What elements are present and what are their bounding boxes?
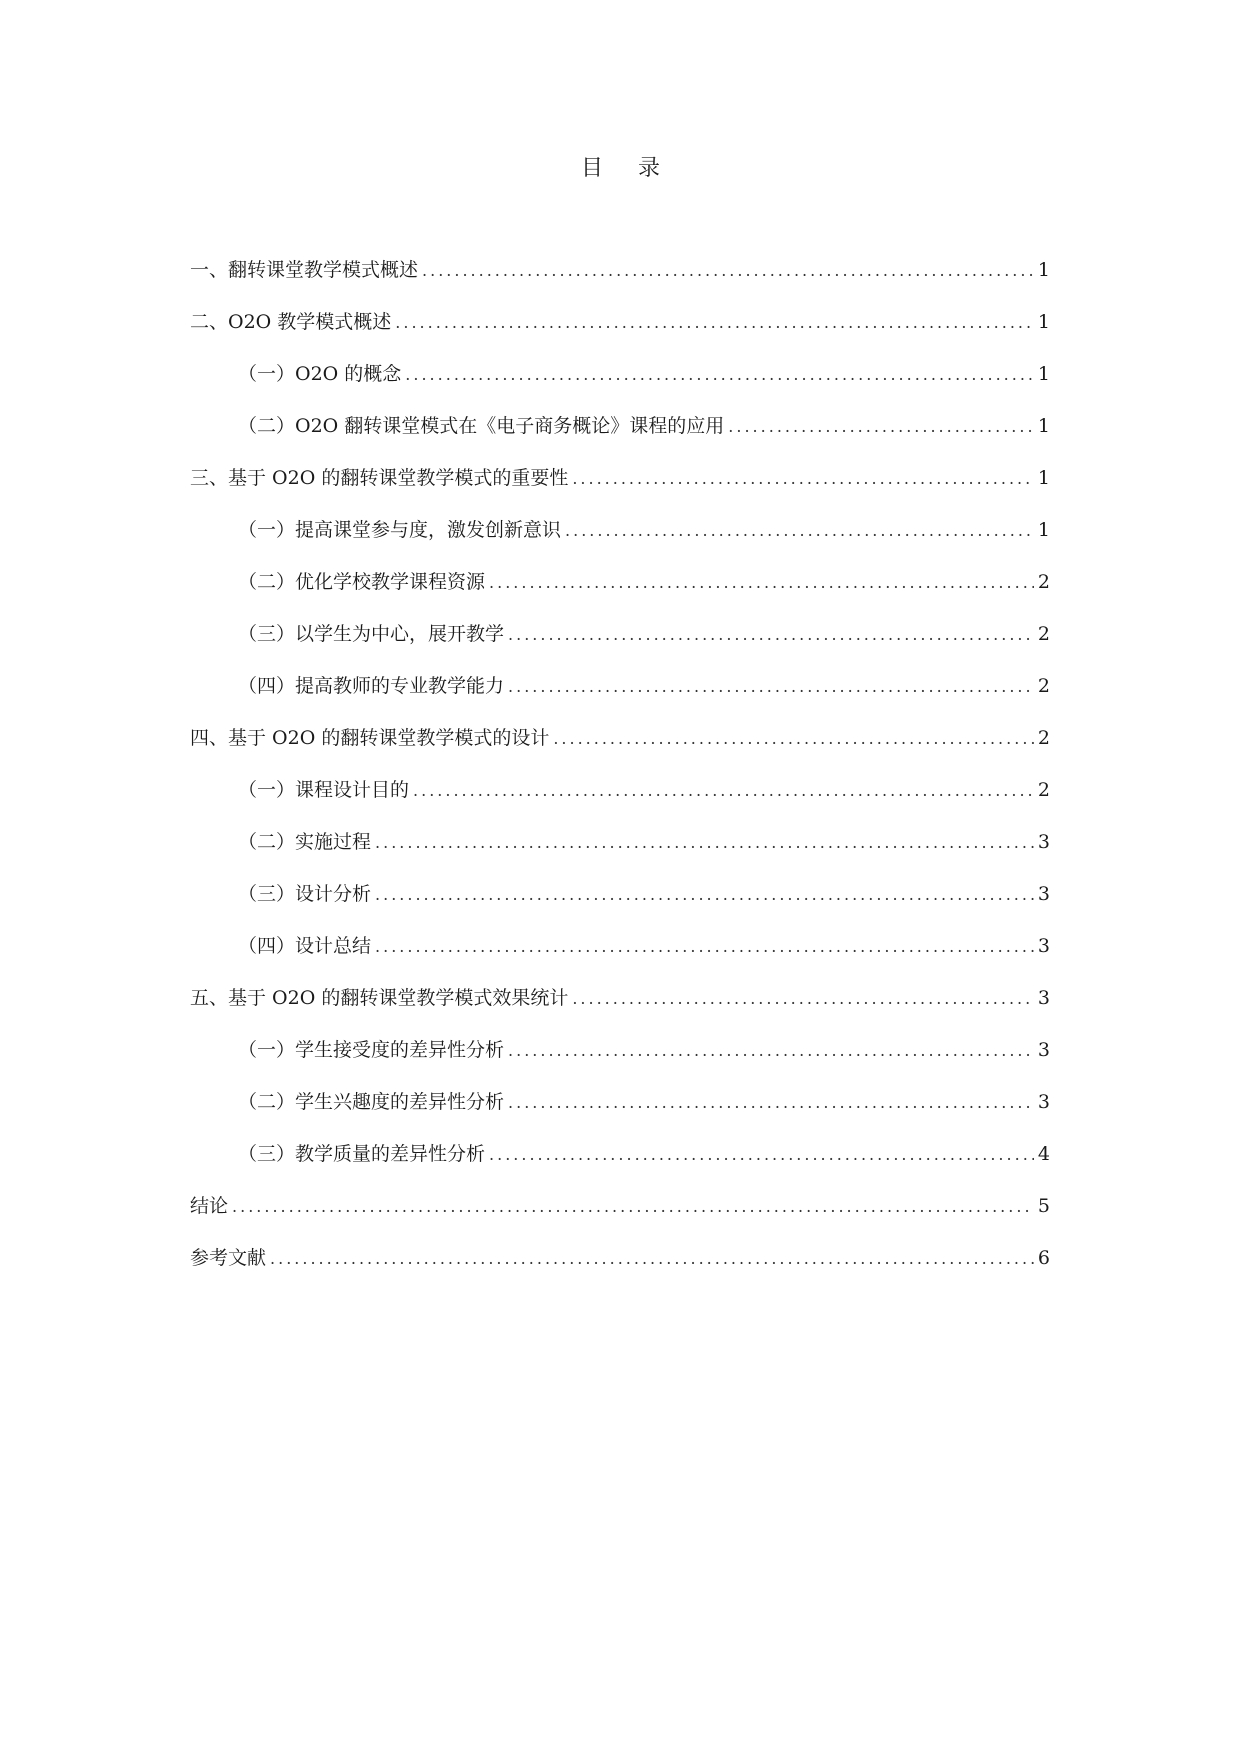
toc-entry-label: （一）提高课堂参与度，激发创新意识 xyxy=(238,519,562,541)
toc-entry[interactable] xyxy=(190,931,1050,983)
toc-entry-label: （四）设计总结 xyxy=(238,935,372,957)
toc-entry-page-number: 2 xyxy=(1037,571,1050,593)
toc-entry[interactable] xyxy=(190,827,1050,879)
toc-dot-leader xyxy=(375,880,1034,910)
toc-dot-leader xyxy=(405,360,1034,390)
toc-dot-leader xyxy=(728,412,1034,442)
toc-entry[interactable] xyxy=(190,1087,1050,1139)
toc-entry[interactable] xyxy=(190,723,1050,775)
toc-entry[interactable] xyxy=(190,359,1050,411)
toc-entry-label: （二）优化学校教学课程资源 xyxy=(238,571,486,593)
toc-entry-page-number: 1 xyxy=(1037,259,1050,281)
toc-entry-label: 结论 xyxy=(190,1195,229,1217)
toc-entry-page-number: 2 xyxy=(1037,779,1050,801)
toc-entry-page-number: 4 xyxy=(1037,1143,1050,1165)
toc-entry[interactable] xyxy=(190,879,1050,931)
toc-entry[interactable] xyxy=(190,1139,1050,1191)
toc-entry-page-number: 1 xyxy=(1037,467,1050,489)
toc-entry[interactable] xyxy=(190,411,1050,463)
toc-dot-leader xyxy=(375,828,1034,858)
toc-dot-leader xyxy=(508,1036,1034,1066)
toc-dot-leader xyxy=(413,776,1034,806)
toc-dot-leader xyxy=(572,984,1034,1014)
toc-entry-page-number: 3 xyxy=(1037,831,1050,853)
toc-entry-label: （三）设计分析 xyxy=(238,883,372,905)
toc-entry-label: （一）O2O 的概念 xyxy=(238,363,402,385)
toc-entry-label: 四、基于 O2O 的翻转课堂教学模式的设计 xyxy=(190,727,550,749)
toc-dot-leader xyxy=(565,516,1034,546)
toc-entry[interactable] xyxy=(190,463,1050,515)
toc-entry-page-number: 3 xyxy=(1037,1091,1050,1113)
toc-dot-leader xyxy=(375,932,1034,962)
toc-entry-page-number: 3 xyxy=(1037,987,1050,1009)
toc-dot-leader xyxy=(422,256,1034,286)
toc-entry-label: （二）实施过程 xyxy=(238,831,372,853)
toc-entry-label: 二、O2O 教学模式概述 xyxy=(190,311,392,333)
toc-entry[interactable] xyxy=(190,1243,1050,1295)
toc-entry-label: 五、基于 O2O 的翻转课堂教学模式效果统计 xyxy=(190,987,569,1009)
toc-title: 目 录 xyxy=(581,156,674,181)
toc-entry-page-number: 3 xyxy=(1037,1039,1050,1061)
toc-entry-page-number: 5 xyxy=(1037,1195,1050,1217)
toc-entry-page-number: 3 xyxy=(1037,883,1050,905)
toc-dot-leader xyxy=(232,1192,1034,1222)
toc-entry-label: （一）学生接受度的差异性分析 xyxy=(238,1039,505,1061)
toc-entry-page-number: 1 xyxy=(1037,415,1050,437)
toc-entry-label: 参考文献 xyxy=(190,1247,267,1269)
toc-entry-page-number: 1 xyxy=(1037,519,1050,541)
toc-dot-leader xyxy=(572,464,1034,494)
toc-entry[interactable] xyxy=(190,619,1050,671)
toc-entry-page-number: 2 xyxy=(1037,623,1050,645)
toc-entry-page-number: 1 xyxy=(1037,363,1050,385)
toc-dot-leader xyxy=(508,1088,1034,1118)
toc-dot-leader xyxy=(489,568,1034,598)
toc-entry-page-number: 6 xyxy=(1037,1247,1050,1269)
toc-entry-label: （四）提高教师的专业教学能力 xyxy=(238,675,505,697)
toc-entry-page-number: 3 xyxy=(1037,935,1050,957)
toc-entry-label: （二）O2O 翻转课堂模式在《电子商务概论》课程的应用 xyxy=(238,415,725,437)
toc-entry-label: （三）教学质量的差异性分析 xyxy=(238,1143,486,1165)
toc-entry[interactable] xyxy=(190,1035,1050,1087)
table-of-contents xyxy=(190,255,1050,1295)
toc-entry[interactable] xyxy=(190,255,1050,307)
toc-entry[interactable] xyxy=(190,515,1050,567)
toc-entry[interactable] xyxy=(190,775,1050,827)
toc-entry[interactable] xyxy=(190,671,1050,723)
toc-dot-leader xyxy=(489,1140,1034,1170)
toc-entry[interactable] xyxy=(190,567,1050,619)
toc-entry-page-number: 2 xyxy=(1037,675,1050,697)
toc-entry-page-number: 2 xyxy=(1037,727,1050,749)
toc-entry-label: （一）课程设计目的 xyxy=(238,779,410,801)
toc-dot-leader xyxy=(553,724,1034,754)
toc-entry[interactable] xyxy=(190,1191,1050,1243)
toc-entry[interactable] xyxy=(190,307,1050,359)
toc-entry[interactable] xyxy=(190,983,1050,1035)
toc-entry-label: （二）学生兴趣度的差异性分析 xyxy=(238,1091,505,1113)
toc-dot-leader xyxy=(508,672,1034,702)
toc-dot-leader xyxy=(395,308,1034,338)
toc-entry-label: （三）以学生为中心，展开教学 xyxy=(238,623,505,645)
toc-entry-label: 一、翻转课堂教学模式概述 xyxy=(190,259,419,281)
toc-dot-leader xyxy=(270,1244,1034,1274)
toc-entry-label: 三、基于 O2O 的翻转课堂教学模式的重要性 xyxy=(190,467,569,489)
toc-dot-leader xyxy=(508,620,1034,650)
toc-entry-page-number: 1 xyxy=(1037,311,1050,333)
